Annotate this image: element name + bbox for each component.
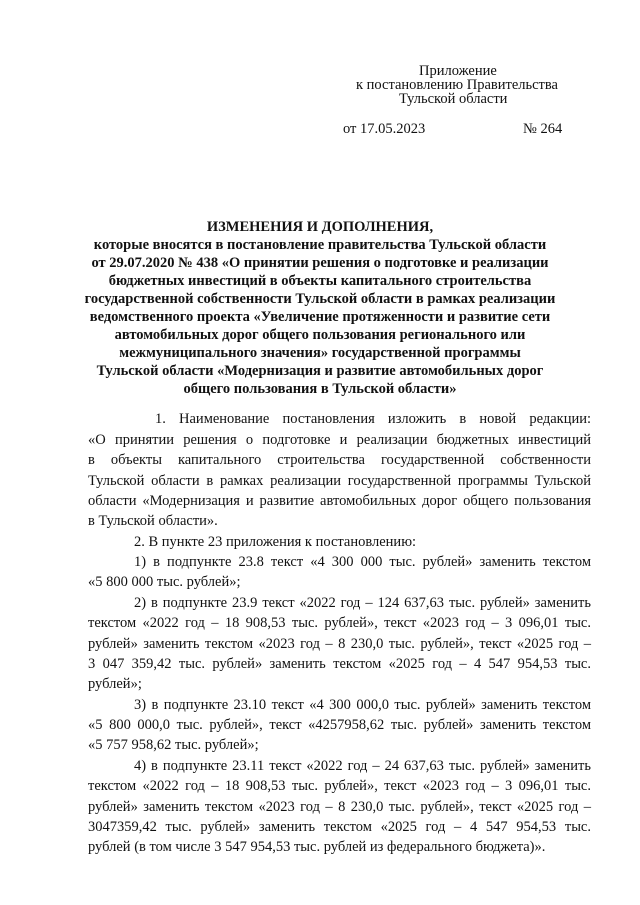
body-line: текстом «2022 год – 18 908,53 тыс. рублей», текст «2023 год – 3 096,01 тыс. [88, 778, 591, 794]
body-line: «О принятии решения о подготовке и реализации бюджетных инвестиций [88, 432, 591, 448]
appendix-reference: к постановлению Правительства [356, 77, 558, 93]
title-line: межмуниципального значения» государственной программы [119, 345, 521, 361]
body-line: в Тульской области». [88, 513, 218, 529]
title-line: государственной собственности Тульской области в рамках реализации [84, 291, 556, 307]
body-line: рублей»; [88, 676, 142, 692]
body-line: 3 047 359,42 тыс. рублей» заменить текстом «2025 год – 4 547 954,53 тыс. [88, 656, 591, 672]
body-line: 2. В пункте 23 приложения к постановлению: [134, 534, 417, 550]
title-line: которые вносятся в постановление правительства Тульской области [93, 237, 547, 253]
body-line: «5 757 958,62 тыс. рублей»; [88, 737, 259, 753]
body-line: 3047359,42 тыс. рублей» заменить текстом «2025 год – 4 547 954,53 тыс. [88, 819, 591, 835]
body-line: «5 800 000,0 тыс. рублей», текст «4257958,62 тыс. рублей» заменить текстом [88, 717, 591, 733]
body-line: «5 800 000 тыс. рублей»; [88, 574, 241, 590]
appendix-region: Тульской области [399, 91, 508, 107]
body-line: рублей» заменить текстом «2023 год – 8 230,0 тыс. рублей», текст «2025 год – [88, 799, 591, 815]
title-line: автомобильных дорог общего пользования регионального или [114, 327, 526, 343]
title-line: бюджетных инвестиций в объекты капитального строительства [108, 273, 532, 289]
title-line: Тульской области «Модернизация и развитие автомобильных дорог [96, 363, 544, 379]
body-line: Тульской области в рамках реализации государственной программы Тульской [88, 473, 591, 489]
body-line: 1) в подпункте 23.8 текст «4 300 000 тыс. рублей» заменить текстом [134, 554, 591, 570]
body-line: 2) в подпункте 23.9 текст «2022 год – 124 637,63 тыс. рублей» заменить [134, 595, 591, 611]
body-line: в объекты капитального строительства государственной собственности [88, 452, 591, 468]
body-line: 1. Наименование постановления изложить в новой редакции: [155, 411, 591, 427]
body-line: 3) в подпункте 23.10 текст «4 300 000,0 тыс. рублей» заменить текстом [134, 697, 591, 713]
body-line: рублей (в том числе 3 547 954,53 тыс. рублей из федерального бюджета)». [88, 839, 546, 855]
title-line: от 29.07.2020 № 438 «О принятии решения о подготовке и реализации [91, 255, 549, 271]
body-line: области «Модернизация и развитие автомобильных дорог общего пользования [88, 493, 591, 509]
document-date: от 17.05.2023 [343, 121, 426, 137]
body-line: рублей» заменить текстом «2023 год – 8 230,0 тыс. рублей», текст «2025 год – [88, 636, 591, 652]
document-number: № 264 [523, 121, 563, 137]
appendix-label: Приложение [419, 63, 497, 79]
body-line: 4) в подпункте 23.11 текст «2022 год – 24 637,63 тыс. рублей» заменить [134, 758, 591, 774]
title-line: общего пользования в Тульской области» [183, 381, 457, 397]
title-line: ведомственного проекта «Увеличение протяженности и развитие сети [89, 309, 551, 325]
body-line: текстом «2022 год – 18 908,53 тыс. рублей», текст «2023 год – 3 096,01 тыс. [88, 615, 591, 631]
title-heading: ИЗМЕНЕНИЯ И ДОПОЛНЕНИЯ, [206, 219, 434, 235]
